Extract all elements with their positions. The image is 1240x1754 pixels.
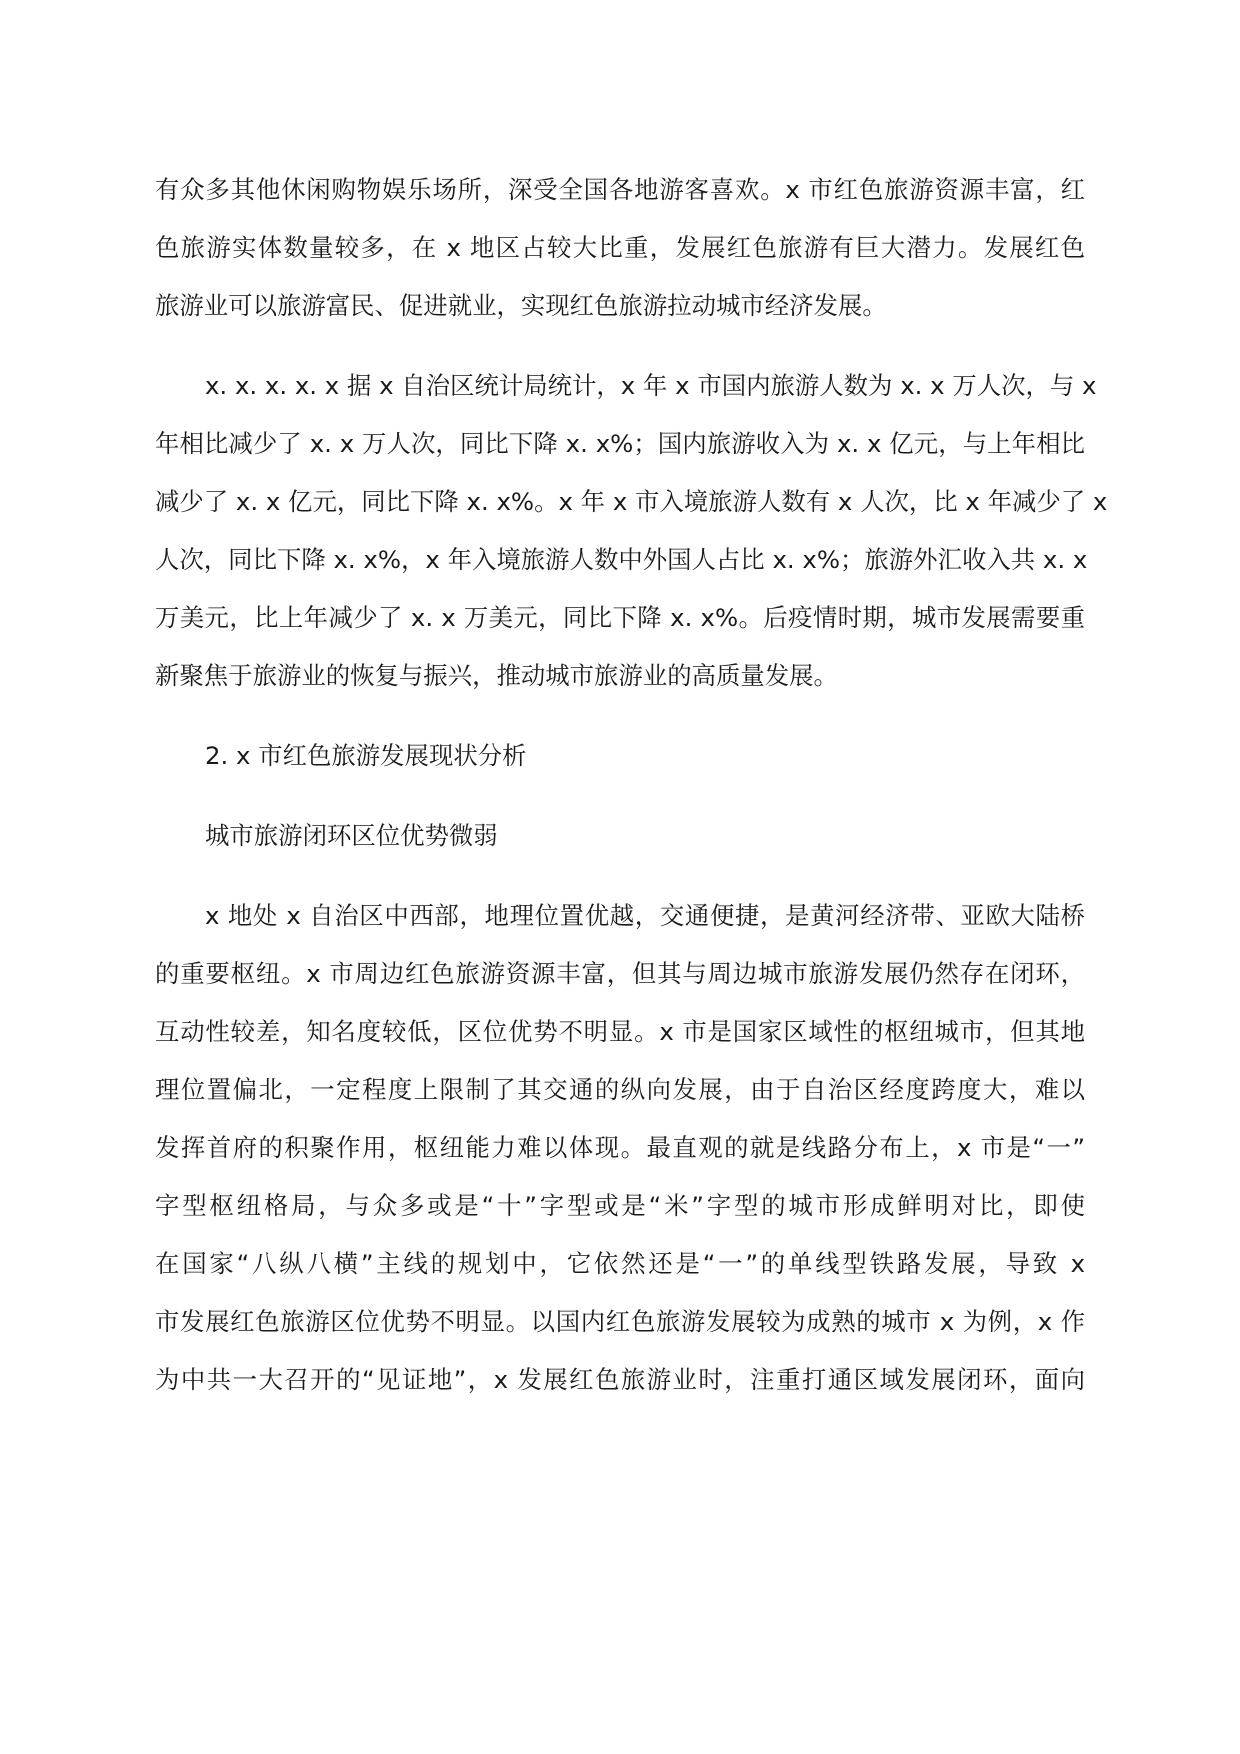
paragraph-line: 字型枢纽格局，与众多或是“十”字型或是“米”字型的城市形成鲜明对比，即使 xyxy=(155,1191,1085,1220)
paragraph-line: 为中共一大召开的“见证地”，x 发展红色旅游业时，注重打通区域发展闭环，面向 xyxy=(155,1365,1085,1394)
paragraph-line: 的重要枢纽。x 市周边红色旅游资源丰富，但其与周边城市旅游发展仍然存在闭环， xyxy=(155,959,1085,988)
subsection-heading: 城市旅游闭环区位优势微弱 xyxy=(205,821,498,850)
paragraph-line: 互动性较差，知名度较低，区位优势不明显。x 市是国家区域性的枢纽城市，但其地 xyxy=(155,1017,1085,1046)
paragraph-line: 年相比减少了 x. x 万人次，同比下降 x. x%；国内旅游收入为 x. x 亿元，与上年相比 xyxy=(155,429,1085,458)
paragraph-line: x. x. x. x. x 据 x 自治区统计局统计，x 年 x 市国内旅游人数为 x. x 万人次，与 x xyxy=(205,371,1097,400)
paragraph-line: 万美元，比上年减少了 x. x 万美元，同比下降 x. x%。后疫情时期，城市发展需要重 xyxy=(155,603,1085,632)
paragraph-line: 有众多其他休闲购物娱乐场所，深受全国各地游客喜欢。x 市红色旅游资源丰富，红 xyxy=(155,175,1085,204)
paragraph-line: 发挥首府的积聚作用，枢纽能力难以体现。最直观的就是线路分布上，x 市是“一” xyxy=(155,1133,1085,1162)
paragraph-line: 人次，同比下降 x. x%，x 年入境旅游人数中外国人占比 x. x%；旅游外汇收入共 x. x xyxy=(155,545,1088,574)
paragraph-line: x 地处 x 自治区中西部，地理位置优越，交通便捷，是黄河经济带、亚欧大陆桥 xyxy=(205,901,1085,930)
paragraph-line: 理位置偏北，一定程度上限制了其交通的纵向发展，由于自治区经度跨度大，难以 xyxy=(155,1075,1085,1104)
paragraph-line: 新聚焦于旅游业的恢复与振兴，推动城市旅游业的高质量发展。 xyxy=(155,661,838,690)
paragraph-line: 旅游业可以旅游富民、促进就业，实现红色旅游拉动城市经济发展。 xyxy=(155,291,887,320)
paragraph-line: 减少了 x. x 亿元，同比下降 x. x%。x 年 x 市入境旅游人数有 x 人次，比 x 年减少了 x xyxy=(155,487,1108,516)
paragraph-line: 在国家“八纵八横”主线的规划中，它依然还是“一”的单线型铁路发展，导致 x xyxy=(155,1249,1085,1278)
section-heading: 2. x 市红色旅游发展现状分析 xyxy=(205,741,527,770)
paragraph-line: 市发展红色旅游区位优势不明显。以国内红色旅游发展较为成熟的城市 x 为例，x 作 xyxy=(155,1307,1085,1336)
paragraph-line: 色旅游实体数量较多，在 x 地区占较大比重，发展红色旅游有巨大潜力。发展红色 xyxy=(155,233,1085,262)
